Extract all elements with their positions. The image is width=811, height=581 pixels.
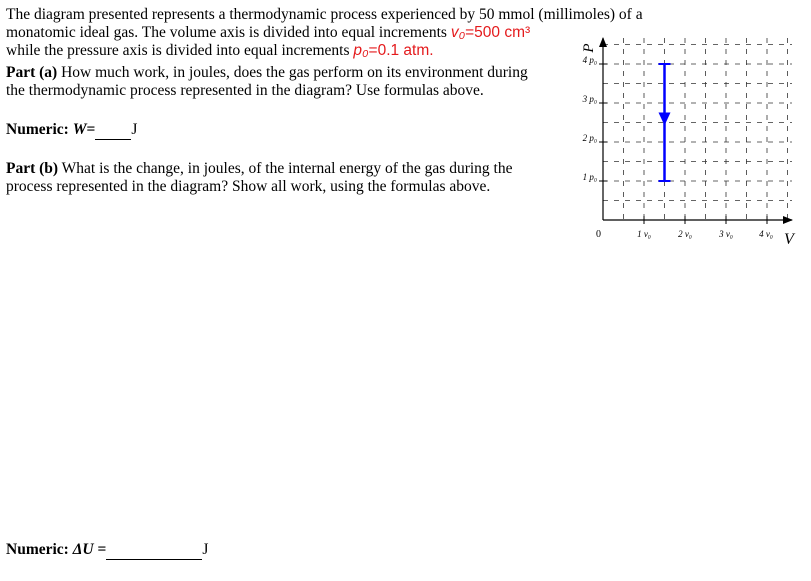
- diagram-grid: [603, 38, 792, 220]
- process-direction-arrow: [659, 113, 671, 126]
- v0-symbol: v₀=500 cm³: [450, 24, 531, 41]
- intro-line-3: while the pressure axis is divided into equal increments p₀=0.1 atm.: [6, 42, 434, 59]
- intro-line-1: The diagram presented represents a thermodynamic process experienced by 50 mmol (millimoles) of a: [6, 6, 643, 23]
- y-tick-label-4: 4 p₀: [582, 55, 597, 65]
- origin-label: 0: [596, 229, 601, 240]
- axis-ticks: [599, 64, 767, 224]
- part-a-answer: Numeric: W= J: [6, 121, 138, 138]
- part-b-answer: Numeric: ΔU = J: [6, 541, 209, 558]
- y-tick-label-1: 1 p₀: [582, 172, 597, 182]
- p0-symbol: p₀=0.1 atm.: [353, 42, 434, 59]
- part-a-question: Part (a) How much work, in joules, does the gas perform on its environment during the thermodynamic process represented in the diagram? Use formulas above.: [6, 64, 528, 99]
- x-tick-label-2: 2 v₀: [678, 229, 692, 239]
- y-tick-label-3: 3 p₀: [582, 94, 597, 104]
- part-b-question: Part (b) What is the change, in joules, of the internal energy of the gas during the process represented in the diagram? Show all work, using the formulas above.: [6, 160, 513, 195]
- part-a-label: Part (a): [6, 64, 58, 81]
- x-tick-label-1: 1 v₀: [637, 229, 651, 239]
- y-axis-label: P: [581, 43, 597, 53]
- x-tick-label-4: 4 v₀: [759, 229, 773, 239]
- x-tick-label-3: 3 v₀: [719, 229, 733, 239]
- part-b-label: Part (b): [6, 160, 59, 177]
- intro-line-2: monatomic ideal gas. The volume axis is divided into equal increments v₀=500 cm³: [6, 24, 531, 41]
- x-axis-label: V: [784, 231, 794, 248]
- y-tick-label-2: 2 p₀: [582, 133, 597, 143]
